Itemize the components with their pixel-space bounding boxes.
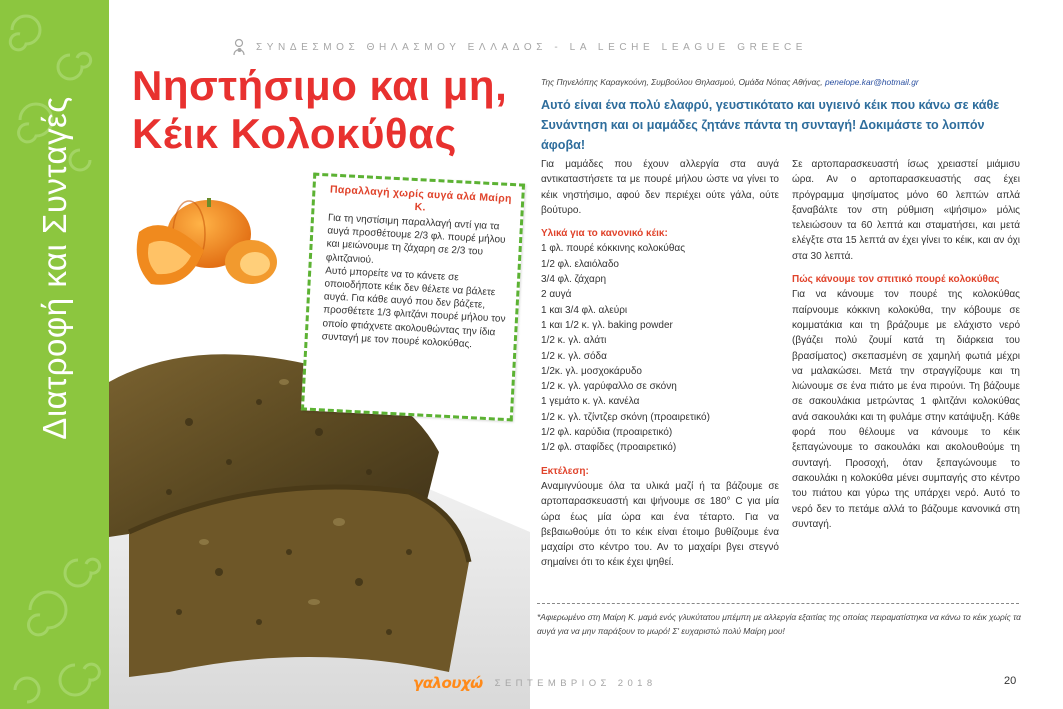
list-item: 1/2 φλ. καρύδια (προαιρετικό) (541, 427, 673, 439)
list-item: 1 φλ. πουρέ κόκκινης κολοκύθας (541, 243, 686, 255)
masthead-text: ΣΥΝΔΕΣΜΟΣ ΘΗΛΑΣΜΟΥ ΕΛΛΑΔΟΣ - LA LECHE LEAGUE GREECE (256, 41, 808, 53)
issue-date: ΣΕΠΤΕΜΒΡΙΟΣ 2018 (494, 677, 657, 689)
footer (413, 674, 657, 692)
execution-heading: Εκτέλεση: (541, 465, 589, 477)
mother-child-logo-icon (232, 38, 246, 56)
list-item: 1/2κ. γλ. μοσχοκάρυδο (541, 365, 642, 377)
list-item: 1/2 κ. γλ. σόδα (541, 350, 607, 362)
byline (541, 77, 1021, 87)
variation-box-paragraph: Αυτό μπορείτε να το κάνετε σε οποιοδήποτε κέικ δεν θέλετε να βάλετε αυγά. Για κάθε αυγό που δεν βάζετε, προσθέτετε 1/3 φλιτζάνι πουρέ μήλου τον οποίο φτιάχνετε ακολουθώντας την ίδια συνταγή με τον πουρέ κολοκύθας. (321, 265, 506, 350)
puree-text: Για να κάνουμε τον πουρέ της κολοκύθας παίρνουμε κόκκινη κολοκύθα, την κόβουμε σε κομματάκια και τη βράζουμε με ελάχιστο νερό (βγάζει πολύ ζουμί κατά τη διάρκεια του βρασίματος) σκεπασμένη σε χαμηλή φωτιά μέχρι να μαλακώσει. Μετά την στραγγίζουμε και τη λιώνουμε σε ένα πιάτο με ένα πιρούνι. Τη βάζουμε σε σακουλάκια μετρώντας 1 φλιτζάνι κολοκύθας ανά σακουλάκι και τη φυλάμε στην κατάψυξη. Κάθε φορά που θέλουμε να κάνουμε το κέικ ξεπαγώνουμε το σακουλάκι και ακολουθούμε τη συνταγή. Προσοχή, όταν ξεπαγώνουμε το σακουλάκι η κολοκύθα μένει συμπαγής στο κέντρο του πιάτου και γύρω της υπάρχει νερό. Αυτό το νερό δεν το πετάμε αλλά το βάζουμε κανονικά στη συνταγή. (792, 289, 1020, 530)
list-item: 2 αυγά (541, 289, 572, 301)
list-item: 1/2 κ. γλ. αλάτι (541, 335, 607, 347)
list-item: 1 και 1/2 κ. γλ. baking powder (541, 319, 673, 331)
allergy-note: Για μαμάδες που έχουν αλλεργία στα αυγά αντικαταστήσετε τα με πουρέ μήλου ώστε να γίνει το κέικ νηστήσιμο, αφού δεν περιέχει ούτε γάλα, ούτε βούτυρο. (541, 159, 779, 216)
puree-heading: Πώς κάνουμε τον σπιτικό πουρέ κολοκύθας (792, 274, 1000, 286)
variation-box-paragraph: Για τη νηστίσιμη παραλλαγή αντί για τα αυγά προσθέτουμε 2/3 φλ. πουρέ μήλου και μειώνουμε τη ζάχαρη σε 2/3 του φλιτζανιού. (325, 212, 506, 266)
footnote-divider (537, 603, 1019, 604)
page-number: 20 (1004, 675, 1017, 687)
footnote: *Αφιερωμένο στη Μαίρη Κ. μαμά ενός γλυκύτατου μπέμπη με αλλεργία εξαιτίας της οποίας πειραματίστηκα να κάνω το κέικ χωρίς τα αυγά για να μην παράξουν το μωρό! Σ' ευχαριστώ πολύ Μαίρη μου! (537, 612, 1021, 636)
article-intro: Αυτό είναι ένα πολύ ελαφρύ, γευστικότατο και υγιεινό κέικ που κάνω σε κάθε Συνάντηση και οι μαμάδες ζητάνε πάντα τη συνταγή! Δοκιμάστε το λοιπόν άφοβα! (541, 98, 1000, 152)
sidebar (0, 0, 109, 709)
list-item: 1/2 φλ. ελαιόλαδο (541, 258, 619, 270)
recipe-column-1 (541, 157, 779, 571)
article-title: Νηστήσιμο και μη, Κέικ Κολοκύθας (132, 62, 508, 157)
list-item: 1 και 3/4 φλ. αλεύρι (541, 304, 628, 316)
list-item: 1/2 κ. γλ. τζίντζερ σκόνη (προαιρετικό) (541, 411, 710, 423)
variation-box-title: Παραλλαγή χωρίς αυγά αλά Μαίρη Κ. (329, 183, 513, 214)
byline-author: Της Πηνελόπης Καραγκούνη, Συμβούλου Θηλασμού, Ομάδα Νότιας Αθήνας, (541, 77, 823, 87)
list-item: 1/2 κ. γλ. γαρύφαλλο σε σκόνη (541, 381, 677, 393)
list-item: 3/4 φλ. ζάχαρη (541, 274, 607, 286)
list-item: 1 γεμάτο κ. γλ. κανέλα (541, 396, 640, 408)
recipe-column-2 (792, 157, 1020, 532)
ingredients-list (541, 241, 779, 455)
execution-text: Αναμιγνύουμε όλα τα υλικά μαζί ή τα βάζουμε σε αρτοπαρασκευαστή και ψήνουμε σε 180° C για μία ώρα έως μία ώρα και ένα τέταρτο. Για να βεβαιωθούμε ότι το κέικ είναι έτοιμο βυθίζουμε ένα μαχαίρι στο κέντρο του. Αν το μαχαίρι βγει στεγνό σημαίνει ότι το κέικ έχει ψηθεί. (541, 480, 779, 569)
magazine-logo: γαλουχώ (413, 674, 483, 692)
author-email-link[interactable]: penelope.kar@hotmail.gr (824, 77, 919, 87)
ingredients-heading: Υλικά για το κανονικό κέικ: (541, 228, 668, 240)
list-item: 1/2 φλ. σταφίδες (προαιρετικό) (541, 442, 677, 454)
breadmaker-note: Σε αρτοπαρασκευαστή ίσως χρειαστεί μιάμισυ ώρα. Αν ο αρτοπαρασκευαστής σας έχει πρόγραμμα ψησίματος μόνο 60 λεπτών απλά ξαναβάλτε τον στη ρύθμιση «ψήσιμο» μόλις τελειώσουν τα 60 λεπτά και σταματήσει, και μετά ελέγξτε στα 15 λεπτά αν έχει γίνει το κέικ, και αν όχι στα 30 λεπτά. (792, 159, 1020, 262)
variation-box (301, 173, 525, 422)
section-title: Διατροφή και Συνταγές (36, 96, 73, 440)
masthead (232, 36, 807, 58)
